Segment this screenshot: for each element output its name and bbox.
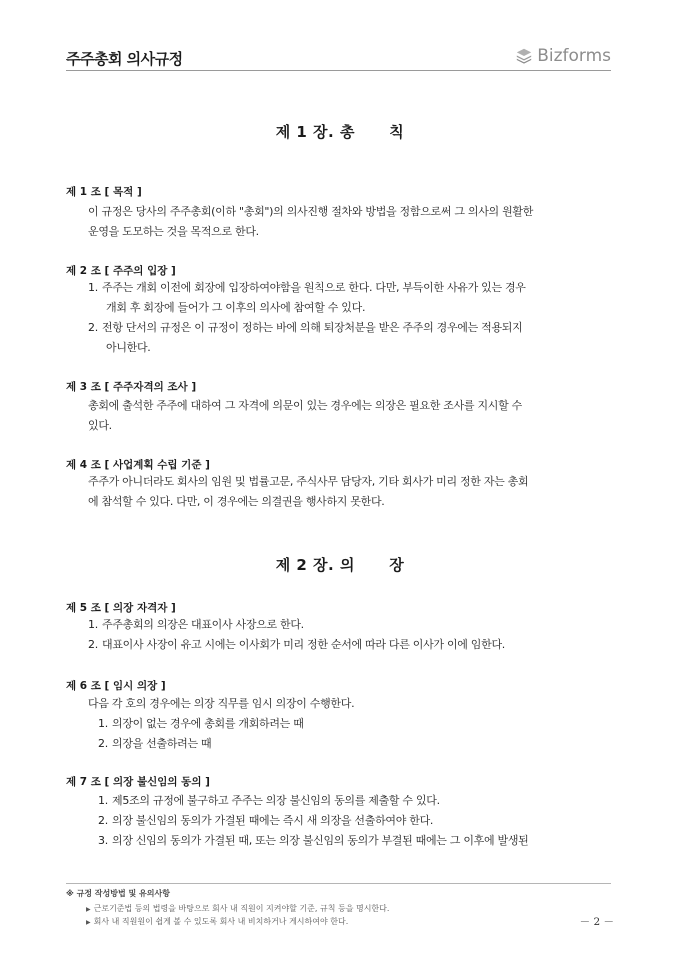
header-divider [66,70,611,71]
article-heading: 제 2 조 [ 주주의 입장 ] [66,265,176,277]
list-item-number: 2. [98,737,108,750]
list-item-text: 아니한다. [106,341,151,354]
chapter-heading: 제 1 장. 총 칙 [275,123,405,141]
body-line: 이 규정은 당사의 주주총회(이하 "총회")의 의사진행 절차와 방법을 정함으로써 그 의사의 원활한 [88,205,534,218]
list-item-number: 1. [98,794,108,807]
list-item [98,734,211,754]
list-item-text: 의장 신임의 동의가 가결된 때, 또는 의장 불신임의 동의가 부결된 때에는 그 이후에 발생된 [112,834,529,847]
article-heading: 제 3 조 [ 주주자격의 조사 ] [66,381,197,393]
footer-divider [66,883,611,884]
body-line: 운영을 도모하는 것을 목적으로 한다. [88,225,259,238]
list-item-text: 의장을 선출하려는 때 [112,737,212,750]
page-header [66,46,611,72]
list-item [88,278,526,318]
body-line: 주주가 아니더라도 회사의 임원 및 법률고문, 주식사무 담당자, 기타 회사가 미리 정한 자는 총회 [88,475,529,488]
note-text: 회사 내 직원원이 쉽게 볼 수 있도록 회사 내 비치하거나 게시하여야 한다. [93,917,349,926]
body-line: 에 참석할 수 있다. 다만, 이 경우에는 의결권을 행사하지 못한다. [88,495,385,508]
document-title: 주주총회 의사규정 [66,50,183,68]
note-item [86,916,348,927]
list-item-text: 의장 불신임의 동의가 가결된 때에는 즉시 새 의장을 선출하여야 한다. [112,814,434,827]
list-item-number: 2. [98,814,108,827]
list-item-number: 1. [88,618,98,631]
list-item [98,714,304,734]
triangle-bullet-icon: ▶ [86,906,91,913]
article-body [88,202,610,242]
article-body [88,694,610,714]
notes-title: ※ 규정 작성방법 및 유의사항 [66,889,170,898]
logo-text: Bizforms [537,46,611,66]
list-item-text: 제5조의 규정에 불구하고 주주는 의장 불신임의 동의를 제출할 수 있다. [112,794,440,807]
article-heading: 제 5 조 [ 의장 자격자 ] [66,602,176,614]
list-item-number: 2. [88,638,98,651]
bizforms-logo [515,46,611,66]
list-item-text: 주주는 개회 이전에 회장에 입장하여야함을 원칙으로 한다. 다만, 부득이한 사유가 있는 경우 [102,281,526,294]
body-line: 다음 각 호의 경우에는 의장 직무를 임시 의장이 수행한다. [88,697,355,710]
list-item-number: 1. [88,281,98,294]
list-item-text: 대표이사 사장이 유고 시에는 이사회가 미리 정한 순서에 따라 다른 이사가 이에 임한다. [102,638,505,651]
list-item [88,635,505,655]
body-line: 있다. [88,419,112,432]
list-item-number: 3. [98,834,108,847]
article-heading: 제 1 조 [ 목적 ] [66,186,142,198]
list-item-text: 의장이 없는 경우에 총회를 개회하려는 때 [112,717,304,730]
list-item-number: 1. [98,717,108,730]
article-body [88,396,610,436]
article-body [88,472,610,512]
list-item [98,811,433,831]
list-item-number: 2. [88,321,98,334]
page-number: － 2 － [579,916,614,928]
chapter-heading: 제 2 장. 의 장 [275,556,405,574]
list-item-text: 주주총회의 의장은 대표이사 사장으로 한다. [102,618,304,631]
body-line: 총회에 출석한 주주에 대하여 그 자격에 의문이 있는 경우에는 의장은 필요한 조사를 지시할 수 [88,399,522,412]
article-heading: 제 4 조 [ 사업계획 수립 기준 ] [66,459,210,471]
list-item-text: 전항 단서의 규정은 이 규정이 정하는 바에 의해 퇴장처분을 받은 주주의 경우에는 적용되지 [102,321,523,334]
stacked-layers-icon [515,47,533,65]
note-item [86,903,389,914]
triangle-bullet-icon: ▶ [86,919,91,926]
list-item-text: 개회 후 회장에 들어가 그 이후의 의사에 참여할 수 있다. [106,301,366,314]
article-heading: 제 6 조 [ 임시 의장 ] [66,680,166,692]
list-item [98,791,440,811]
note-text: 근로기준법 등의 법령을 바탕으로 회사 내 직원이 지켜야할 기준, 규칙 등을 명시한다. [93,904,390,913]
article-heading: 제 7 조 [ 의장 불신임의 동의 ] [66,776,210,788]
list-item [98,831,529,851]
list-item [88,318,522,358]
list-item [88,615,304,635]
